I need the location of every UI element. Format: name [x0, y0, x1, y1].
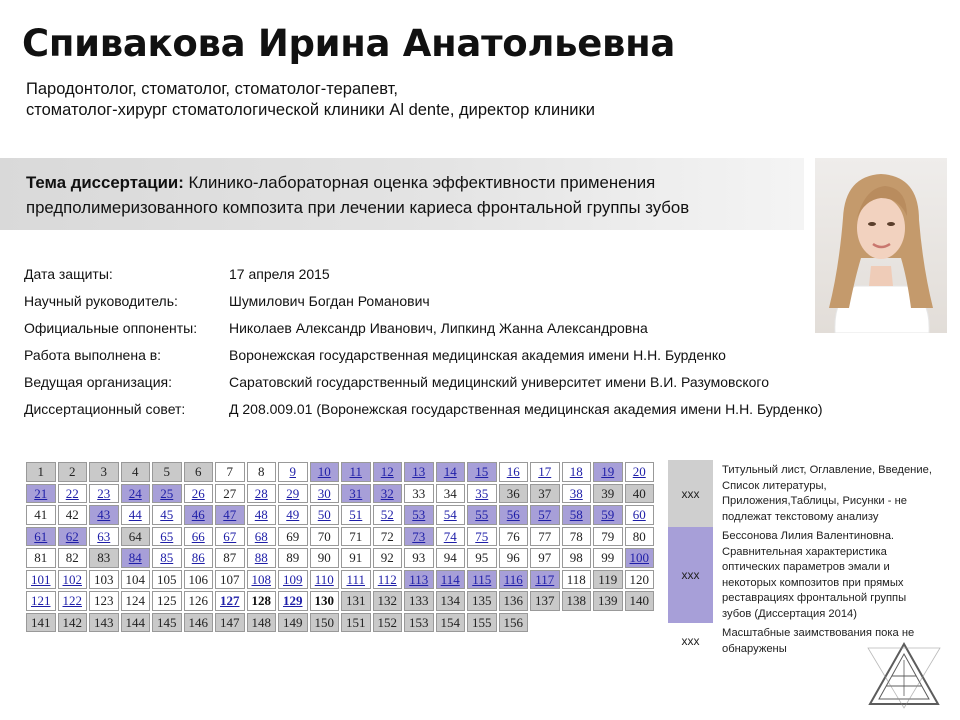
page-cell[interactable]: 24: [121, 484, 151, 504]
page-cell[interactable]: 57: [530, 505, 560, 525]
page-cell[interactable]: 67: [215, 527, 245, 547]
page-cell: 154: [436, 613, 466, 633]
empty-cell: [593, 613, 623, 633]
page-cell: 126: [184, 591, 214, 611]
page-cell[interactable]: 62: [58, 527, 88, 547]
page-cell: 1: [26, 462, 56, 482]
page-cell: 135: [467, 591, 497, 611]
page-cell[interactable]: 52: [373, 505, 403, 525]
page-cell[interactable]: 85: [152, 548, 182, 568]
page-cell[interactable]: 23: [89, 484, 119, 504]
page-cell: 90: [310, 548, 340, 568]
topic-label: Тема диссертации:: [26, 173, 184, 192]
dissertation-topic: [26, 170, 796, 220]
page-cell: 92: [373, 548, 403, 568]
page-cell[interactable]: 45: [152, 505, 182, 525]
grid-row: [26, 570, 654, 590]
page-cell: 142: [58, 613, 88, 633]
info-row: [24, 320, 924, 347]
page-cell: 128: [247, 591, 277, 611]
page-cell: 81: [26, 548, 56, 568]
legend-text: Титульный лист, Оглавление, Введение, Список литературы, Приложения,Таблицы, Рисунки - не подлежат текстовому анализу: [722, 464, 932, 523]
page-cell: 40: [625, 484, 655, 504]
empty-cell: [562, 613, 592, 633]
info-value: Саратовский государственный медицинский университет имени В.И. Разумовского: [229, 374, 769, 390]
page-cell: 39: [593, 484, 623, 504]
page-cell[interactable]: 10: [310, 462, 340, 482]
page-cell: 36: [499, 484, 529, 504]
page-cell: 7: [215, 462, 245, 482]
page-cell[interactable]: 29: [278, 484, 308, 504]
dissertation-info: [24, 266, 924, 428]
page-cell: 138: [562, 591, 592, 611]
page-cell: 124: [121, 591, 151, 611]
page-cell[interactable]: 61: [26, 527, 56, 547]
page-cell[interactable]: 84: [121, 548, 151, 568]
page-cell: 140: [625, 591, 655, 611]
page-cell: 37: [530, 484, 560, 504]
page-cell: 96: [499, 548, 529, 568]
page-cell[interactable]: 112: [373, 570, 403, 590]
info-value: Николаев Александр Иванович, Липкинд Жанна Александровна: [229, 320, 648, 336]
subtitle-line-2: стоматолог-хирург стоматологической клиники Al dente, директор клиники: [26, 101, 595, 119]
page-cell[interactable]: 58: [562, 505, 592, 525]
page-cell[interactable]: 122: [58, 591, 88, 611]
page-cell[interactable]: 55: [467, 505, 497, 525]
seal-logo: [866, 638, 942, 714]
page-cell[interactable]: 73: [404, 527, 434, 547]
page-cell[interactable]: 38: [562, 484, 592, 504]
topic-line-2: предполимеризованного композита при лечении кариеса фронтальной группы зубов: [26, 198, 690, 217]
page-cell: 104: [121, 570, 151, 590]
page-cell: 132: [373, 591, 403, 611]
page-cell[interactable]: 68: [247, 527, 277, 547]
page-cell[interactable]: 49: [278, 505, 308, 525]
page-cell: 72: [373, 527, 403, 547]
empty-cell: [625, 613, 655, 633]
grid-row: [26, 527, 654, 547]
page-cell: 153: [404, 613, 434, 633]
page-cell: 137: [530, 591, 560, 611]
grid-row: [26, 613, 654, 633]
page-cell: 155: [467, 613, 497, 633]
empty-cell: [530, 613, 560, 633]
page-cell[interactable]: 15: [467, 462, 497, 482]
page-cell: 93: [404, 548, 434, 568]
page-cell: 83: [89, 548, 119, 568]
page-cell[interactable]: 16: [499, 462, 529, 482]
page-cell[interactable]: 121: [26, 591, 56, 611]
page-cell: 91: [341, 548, 371, 568]
info-key: Официальные оппоненты:: [24, 320, 198, 336]
grid-row: [26, 462, 654, 482]
page-cell: 27: [215, 484, 245, 504]
page-cell[interactable]: 12: [373, 462, 403, 482]
page-cell: 89: [278, 548, 308, 568]
page-cell: 76: [499, 527, 529, 547]
page-cell: 77: [530, 527, 560, 547]
page-cell[interactable]: 9: [278, 462, 308, 482]
grid-row: [26, 591, 654, 611]
page-cell: 123: [89, 591, 119, 611]
page-cell: 8: [247, 462, 277, 482]
page-cell[interactable]: 44: [121, 505, 151, 525]
page-cell: 4: [121, 462, 151, 482]
subtitle-line-1: Пародонтолог, стоматолог, стоматолог-терапевт,: [26, 80, 398, 98]
page-cell: 139: [593, 591, 623, 611]
page-cell[interactable]: 22: [58, 484, 88, 504]
page-cell[interactable]: 32: [373, 484, 403, 504]
legend-swatch: xxx: [668, 527, 713, 623]
page-cell: 105: [152, 570, 182, 590]
page-cell: 71: [341, 527, 371, 547]
page-cell[interactable]: 60: [625, 505, 655, 525]
page-cell: 150: [310, 613, 340, 633]
info-key: Работа выполнена в:: [24, 347, 162, 363]
page-cell[interactable]: 102: [58, 570, 88, 590]
page-cell: 69: [278, 527, 308, 547]
page-cell: 144: [121, 613, 151, 633]
page-cell[interactable]: 18: [562, 462, 592, 482]
page-cell: 64: [121, 527, 151, 547]
info-value: 17 апреля 2015: [229, 266, 330, 282]
page-cell[interactable]: 48: [247, 505, 277, 525]
page-cell[interactable]: 114: [436, 570, 466, 590]
page-cell: 119: [593, 570, 623, 590]
page-cell: 146: [184, 613, 214, 633]
page-cell[interactable]: 110: [310, 570, 340, 590]
info-key: Диссертационный совет:: [24, 401, 186, 417]
info-key: Дата защиты:: [24, 266, 113, 282]
page-cell: 79: [593, 527, 623, 547]
page-cell: 87: [215, 548, 245, 568]
page-cell: 133: [404, 591, 434, 611]
legend-swatch: xxx: [668, 460, 713, 527]
page-cell[interactable]: 66: [184, 527, 214, 547]
page-cell[interactable]: 109: [278, 570, 308, 590]
info-row: [24, 347, 924, 374]
page-cell: 141: [26, 613, 56, 633]
page-title: Спивакова Ирина Анатольевна: [22, 22, 676, 65]
page-cell: 2: [58, 462, 88, 482]
page-cell[interactable]: 46: [184, 505, 214, 525]
page-cell[interactable]: 127: [215, 591, 245, 611]
page-cell[interactable]: 113: [404, 570, 434, 590]
page-cell[interactable]: 100: [625, 548, 655, 568]
page-cell: 99: [593, 548, 623, 568]
page-cell: 34: [436, 484, 466, 504]
page-cell[interactable]: 63: [89, 527, 119, 547]
page-cell[interactable]: 59: [593, 505, 623, 525]
page-cell: 80: [625, 527, 655, 547]
page-cell: 151: [341, 613, 371, 633]
page-cell[interactable]: 108: [247, 570, 277, 590]
page-cell: 42: [58, 505, 88, 525]
info-row: [24, 266, 924, 293]
legend-text: Масштабные заимствования пока не обнаружены: [722, 627, 915, 655]
page-cell: 3: [89, 462, 119, 482]
page-cell: 118: [562, 570, 592, 590]
page-cell[interactable]: 19: [593, 462, 623, 482]
info-row: [24, 374, 924, 401]
page-cell[interactable]: 26: [184, 484, 214, 504]
position-subtitle: [26, 79, 806, 121]
page-cell: 148: [247, 613, 277, 633]
info-row: [24, 293, 924, 320]
info-value: Воронежская государственная медицинская академия имени Н.Н. Бурденко: [229, 347, 726, 363]
page-cell[interactable]: 111: [341, 570, 371, 590]
page-cell: 147: [215, 613, 245, 633]
info-key: Ведущая организация:: [24, 374, 172, 390]
page-cell[interactable]: 116: [499, 570, 529, 590]
page-cell: 6: [184, 462, 214, 482]
page-cell: 152: [373, 613, 403, 633]
info-key: Научный руководитель:: [24, 293, 178, 309]
pages-grid: [24, 460, 656, 634]
page-cell[interactable]: 74: [436, 527, 466, 547]
page-cell: 33: [404, 484, 434, 504]
page-cell[interactable]: 88: [247, 548, 277, 568]
page-cell[interactable]: 115: [467, 570, 497, 590]
page-cell: 94: [436, 548, 466, 568]
page-cell: 106: [184, 570, 214, 590]
page-cell: 145: [152, 613, 182, 633]
page-cell: 149: [278, 613, 308, 633]
page-cell[interactable]: 56: [499, 505, 529, 525]
page-cell: 78: [562, 527, 592, 547]
page-cell: 82: [58, 548, 88, 568]
page-cell[interactable]: 129: [278, 591, 308, 611]
page-cell[interactable]: 13: [404, 462, 434, 482]
info-value: Д 208.009.01 (Воронежская государственная медицинская академия имени Н.Н. Бурденко): [229, 401, 823, 417]
page-cell: 70: [310, 527, 340, 547]
page-cell[interactable]: 31: [341, 484, 371, 504]
page-cell[interactable]: 14: [436, 462, 466, 482]
page-cell[interactable]: 86: [184, 548, 214, 568]
page-cell: 95: [467, 548, 497, 568]
page-cell[interactable]: 21: [26, 484, 56, 504]
page-cell: 134: [436, 591, 466, 611]
page-cell[interactable]: 25: [152, 484, 182, 504]
page-cell[interactable]: 20: [625, 462, 655, 482]
page-cell: 98: [562, 548, 592, 568]
page-cell[interactable]: 53: [404, 505, 434, 525]
grid-row: [26, 548, 654, 568]
page-cell[interactable]: 54: [436, 505, 466, 525]
page-cell: 41: [26, 505, 56, 525]
info-row: [24, 401, 924, 428]
grid-row: [26, 484, 654, 504]
page-cell[interactable]: 117: [530, 570, 560, 590]
page-cell: 107: [215, 570, 245, 590]
page-cell[interactable]: 47: [215, 505, 245, 525]
page-cell[interactable]: 75: [467, 527, 497, 547]
page-cell[interactable]: 43: [89, 505, 119, 525]
page-cell[interactable]: 11: [341, 462, 371, 482]
page-cell[interactable]: 30: [310, 484, 340, 504]
legend-text: Бессонова Лилия Валентиновна. Сравнительная характеристика оптических параметров эмали и некоторых композитов при прямых реставрациях фронтальной группы зубов (Диссертация 2014): [722, 530, 907, 620]
topic-line-1: Клинико-лабораторная оценка эффективности применения: [183, 173, 656, 192]
page-cell[interactable]: 65: [152, 527, 182, 547]
page-cell[interactable]: 28: [247, 484, 277, 504]
page-cell: 136: [499, 591, 529, 611]
info-value: Шумилович Богдан Романович: [229, 293, 430, 309]
page-cell[interactable]: 50: [310, 505, 340, 525]
page-cell: 5: [152, 462, 182, 482]
legend-swatch: xxx: [668, 623, 713, 659]
page-cell: 130: [310, 591, 340, 611]
grid-row: [26, 505, 654, 525]
page-cell: 120: [625, 570, 655, 590]
page-cell: 156: [499, 613, 529, 633]
page-cell[interactable]: 51: [341, 505, 371, 525]
page-cell: 131: [341, 591, 371, 611]
page-cell[interactable]: 35: [467, 484, 497, 504]
page-cell: 97: [530, 548, 560, 568]
page-cell[interactable]: 101: [26, 570, 56, 590]
page-cell: 103: [89, 570, 119, 590]
page-cell: 125: [152, 591, 182, 611]
page-cell: 143: [89, 613, 119, 633]
page-cell[interactable]: 17: [530, 462, 560, 482]
